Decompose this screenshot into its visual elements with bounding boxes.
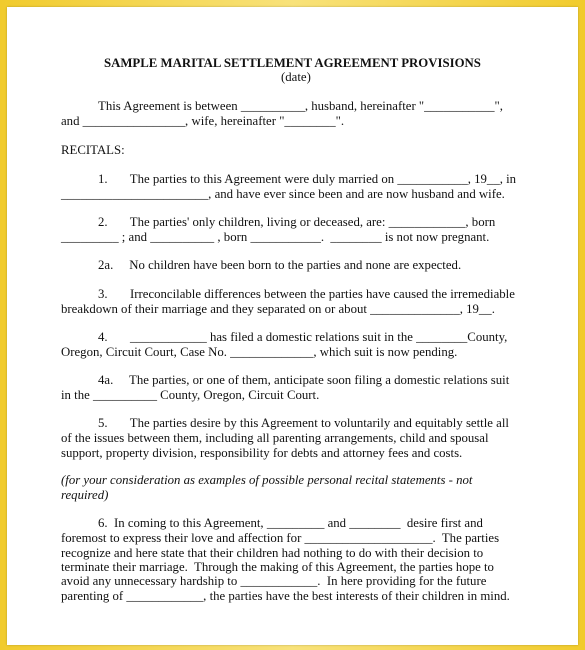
recital-line: in the __________ County, Oregon, Circuit Court.: [61, 388, 320, 402]
recital-line: _______________________, and have ever since been and are now husband and wife.: [61, 187, 505, 201]
document-page: [7, 7, 578, 645]
recital-line: 2. The parties' only children, living or deceased, are: ____________, born: [98, 215, 496, 229]
recital-line: 4a. The parties, or one of them, anticipate soon filing a domestic relations suit: [98, 373, 510, 387]
recitals-heading: RECITALS:: [61, 143, 125, 157]
intro-line: and ________________, wife, hereinafter "________".: [61, 114, 345, 128]
recital-line: 1. The parties to this Agreement were duly married on ___________, 19__, in: [98, 172, 517, 186]
paragraph-line: 6. In coming to this Agreement, _________ and ________ desire first and: [98, 516, 483, 530]
paragraph-line: terminate their marriage. Through the making of this Agreement, the parties hope to: [61, 560, 494, 574]
paragraph-line: foremost to express their love and affection for ____________________. The parties: [61, 531, 500, 545]
recital-line: 2a. No children have been born to the parties and none are expected.: [98, 258, 462, 272]
recital-line: 4. ____________ has filed a domestic relations suit in the ________County,: [98, 330, 508, 344]
document-title: SAMPLE MARITAL SETTLEMENT AGREEMENT PROVISIONS: [104, 56, 481, 70]
recital-line: Oregon, Circuit Court, Case No. _____________, which suit is now pending.: [61, 345, 458, 359]
intro-line: This Agreement is between __________, husband, hereinafter "___________",: [98, 99, 503, 113]
paragraph-line: parenting of ____________, the parties have the best interests of their children in mind.: [61, 589, 510, 603]
paragraph-line: recognize and here state that their children had nothing to do with their decision to: [61, 546, 484, 560]
recital-line: 5. The parties desire by this Agreement to voluntarily and equitably settle all: [98, 416, 509, 430]
recital-line: support, property division, responsibility for debts and attorney fees and costs.: [61, 446, 463, 460]
date-label: (date): [281, 70, 311, 84]
recital-line: 3. Irreconcilable differences between the parties have caused the irremediable: [98, 287, 515, 301]
recital-line: of the issues between them, including all parenting arrangements, child and spousal: [61, 431, 489, 445]
paragraph-line: avoid any unnecessary hardship to ____________. In here providing for the future: [61, 574, 487, 588]
note-line: required): [61, 488, 109, 502]
note-line: (for your consideration as examples of possible personal recital statements - not: [61, 473, 473, 487]
recital-line: breakdown of their marriage and they separated on or about ______________, 19__.: [61, 302, 495, 316]
recital-line: _________ ; and __________ , born ___________. ________ is not now pregnant.: [61, 230, 490, 244]
